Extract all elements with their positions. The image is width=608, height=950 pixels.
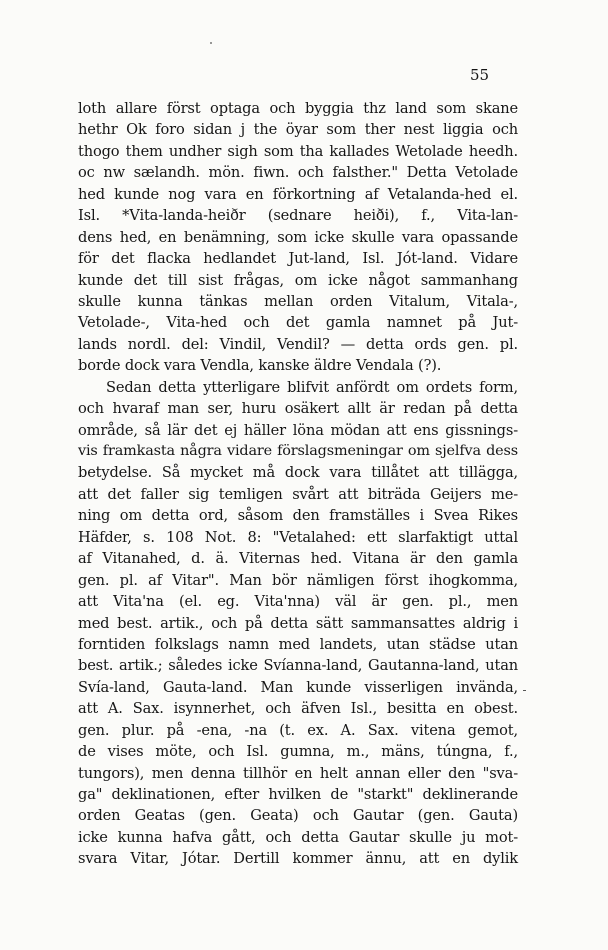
text-line: de vises möte, och Isl. gumna, m., mäns, túngna, f.,	[78, 743, 518, 761]
text-line: gen. pl. af Vitar". Man bör nämligen först ihogkomma,	[78, 571, 518, 589]
text-line: oc nw sælandh. mön. fiwn. och falsther." Detta Vetolade	[78, 164, 518, 182]
text-line: lands nordl. del: Vindil, Vendil? — detta ords gen. pl.	[78, 335, 518, 353]
text-line: gen. plur. på -ena, -na (t. ex. A. Sax. vitena gemot,	[78, 721, 518, 739]
text-line: best. artik.; således icke Svíanna-land, Gautanna-land, utan	[78, 657, 518, 675]
margin-mark	[523, 690, 526, 691]
text-line: att det faller sig temligen svårt att biträda Geijers me-	[78, 485, 518, 503]
text-line: ning om detta ord, såsom den framställes i Svea Rikes	[78, 507, 518, 525]
text-line: betydelse. Så mycket må dock vara tillåtet att tillägga,	[78, 464, 518, 482]
text-line: Vetolade-, Vita-hed och det gamla namnet på Jut-	[78, 314, 518, 332]
text-line: att A. Sax. isynnerhet, och äfven Isl., besitta en obest.	[78, 700, 518, 718]
text-line: svara Vitar, Jótar. Dertill kommer ännu, att en dylik	[78, 850, 518, 868]
text-line: icke kunna hafva gått, och detta Gautar skulle ju mot-	[78, 828, 518, 846]
text-line: med best. artik., och på detta sätt sammansattes aldrig i	[78, 614, 518, 632]
text-line: för det flacka hedlandet Jut-land, Isl. Jót-land. Vidare	[78, 250, 518, 268]
text-line: hethr Ok foro sidan j the öyar som ther nest liggia och	[78, 121, 518, 139]
text-line: forntiden folkslags namn med landets, utan städse utan	[78, 635, 518, 653]
text-line: loth allare först optaga och byggia thz land som skane	[78, 100, 518, 117]
text-line: Häfder, s. 108 Not. 8: "Vetalahed: ett slarfaktigt uttal	[78, 528, 518, 546]
text-line: vis framkasta några vidare förslagsmeningar om sjelfva dess	[78, 443, 518, 459]
text-line: borde dock vara Vendla, kanske äldre Vendala (?).	[78, 357, 442, 375]
text-line: hed kunde nog vara en förkortning af Vetalanda-hed el.	[78, 185, 518, 203]
print-speck	[210, 42, 212, 44]
text-line: skulle kunna tänkas mellan orden Vitalum, Vitala-,	[78, 292, 518, 310]
text-line: och hvaraf man ser, huru osäkert allt är redan på detta	[78, 400, 518, 418]
page-number: 55	[470, 66, 490, 84]
text-line: Sedan detta ytterligare blifvit anfördt om ordets form,	[106, 378, 518, 396]
body-text	[78, 98, 518, 870]
text-line: dens hed, en benämning, som icke skulle vara opassande	[78, 228, 518, 246]
text-line: af Vitanahed, d. ä. Viternas hed. Vitana är den gamla	[78, 550, 518, 568]
text-line: orden Geatas (gen. Geata) och Gautar (gen. Gauta)	[78, 807, 518, 825]
text-line: Svía-land, Gauta-land. Man kunde visserligen invända,	[78, 678, 518, 696]
text-line: ga" deklinationen, efter hvilken de "starkt" deklinerande	[78, 786, 518, 803]
text-line: tungors), men denna tillhör en helt annan eller den "sva-	[78, 764, 518, 782]
text-line: att Vita'na (el. eg. Vita'nna) väl är gen. pl., men	[78, 593, 518, 611]
text-line: Isl. *Vita-landa-heiðr (sednare heiði), f., Vita-lan-	[78, 207, 518, 225]
text-line: kunde det till sist frågas, om icke något sammanhang	[78, 271, 518, 289]
text-line: område, så lär det ej häller löna mödan att ens gissnings-	[78, 421, 518, 439]
text-line: thogo them undher sigh som tha kallades Wetolade heedh.	[78, 142, 518, 160]
